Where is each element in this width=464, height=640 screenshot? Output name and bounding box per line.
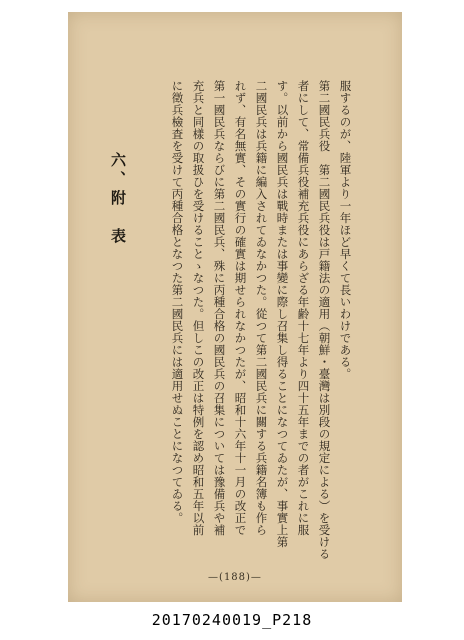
text-line-5: 二國民兵は兵籍に編入されてゐなかつた。從つて第二國民兵に關する兵籍名簿も作ら: [254, 80, 269, 536]
text-line-4: す。以前から國民兵は戰時または事變に際し召集し得ることになつてゐたが、事實上第: [275, 80, 290, 548]
text-line-3: 者にして、常備兵役補充兵役にあらざる年齢十七年より四十五年までの者がこれに服: [296, 80, 311, 536]
text-line-9: に徵兵檢査を受けて丙種合格となつた第二國民兵には適用せぬことになつてゐる。: [170, 80, 185, 524]
text-line-6: れず、有名無實、その實行の確實は期せられなかつたが、昭和十六年十一月の改正で: [233, 80, 248, 536]
image-caption: 20170240019_P218: [151, 611, 313, 629]
book-page: [68, 12, 402, 602]
page-number: —(188)—: [208, 572, 262, 583]
section-heading: 六、附 表: [109, 152, 127, 247]
text-line-2: 第二國民兵役 第二國民兵役は戸籍法の適用（朝鮮・臺灣は別段の規定による）を受ける: [317, 80, 332, 560]
text-line-1: 服するのが、陸軍より一年ほど早くて長いわけである。: [338, 80, 353, 380]
text-line-8: 充兵と同樣の取扱ひを受けることゝなつた。但しこの改正は特例を認め昭和五年以前: [191, 80, 206, 536]
text-line-7: 第一國民兵ならびに第二國民兵、殊に丙種合格の國民兵の召集については豫備兵や補: [212, 80, 227, 536]
